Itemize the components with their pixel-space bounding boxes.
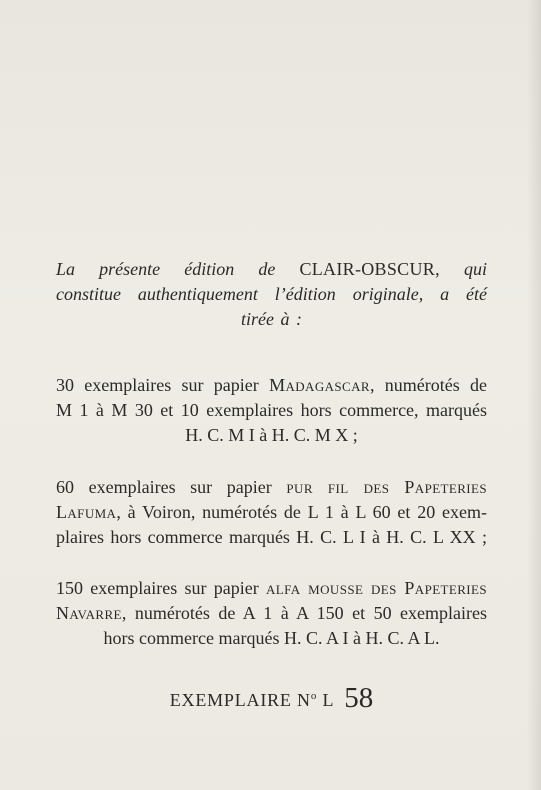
pur-fil-line-3: plaires hors commerce marqués H. C. L I à H. C. L XX ;	[56, 527, 487, 547]
copy-number	[56, 682, 487, 715]
madagascar-marks: H. C. M I à H. C. M X ;	[185, 425, 358, 445]
print-run-pur-fil	[56, 475, 487, 550]
pur-fil-line-2	[56, 500, 487, 525]
alfa-count-text: 150 exemplaires sur papier	[56, 578, 259, 598]
alfa-numbering-text: , numérotés de A 1 à A 150 et 50 exemplaires	[121, 603, 487, 623]
print-run-alfa-mousse	[56, 576, 487, 651]
edition-intro-text: La présente édition de	[56, 259, 276, 279]
edition-statement-line-3: tirée à :	[241, 309, 302, 329]
numero-superscript: o	[310, 690, 318, 702]
book-title: CLAIR-OBSCUR,	[299, 259, 440, 279]
edition-statement-line-1	[56, 257, 487, 282]
alfa-paper-name: alfa mousse des Papeteries	[265, 578, 487, 598]
alfa-line-1	[56, 576, 487, 601]
madagascar-paper-name: Madagascar	[269, 375, 370, 395]
madagascar-numbering-text: , numérotés de	[369, 375, 487, 395]
edition-intro-qui: qui	[464, 259, 488, 279]
page-edge-shadow	[527, 0, 541, 790]
pur-fil-numbering-text: , à Voiron, numérotés de L 1 à L 60 et 20 exem-	[116, 502, 487, 522]
edition-statement	[56, 257, 487, 332]
madagascar-line-2: M 1 à M 30 et 10 exemplaires hors commerce, marqués	[56, 400, 487, 420]
copy-series: L	[322, 690, 335, 710]
madagascar-line-1	[56, 373, 487, 398]
edition-statement-line-2: constitue authentiquement l’édition originale, a été	[56, 284, 487, 304]
pur-fil-line-1	[56, 475, 487, 500]
lafuma-brand: Lafuma	[56, 502, 117, 522]
pur-fil-count-text: 60 exemplaires sur papier	[56, 477, 272, 497]
madagascar-count-text: 30 exemplaires sur papier	[56, 375, 259, 395]
pur-fil-paper-name: pur fil des Papeteries	[286, 477, 488, 497]
print-run-madagascar	[56, 373, 487, 448]
navarre-brand: Navarre	[56, 603, 122, 623]
copy-number-label: EXEMPLAIRE N	[169, 690, 311, 710]
alfa-line-2	[56, 601, 487, 626]
alfa-line-3: hors commerce marqués H. C. A I à H. C. A L.	[103, 628, 440, 648]
copy-number-value: 58	[344, 682, 374, 714]
